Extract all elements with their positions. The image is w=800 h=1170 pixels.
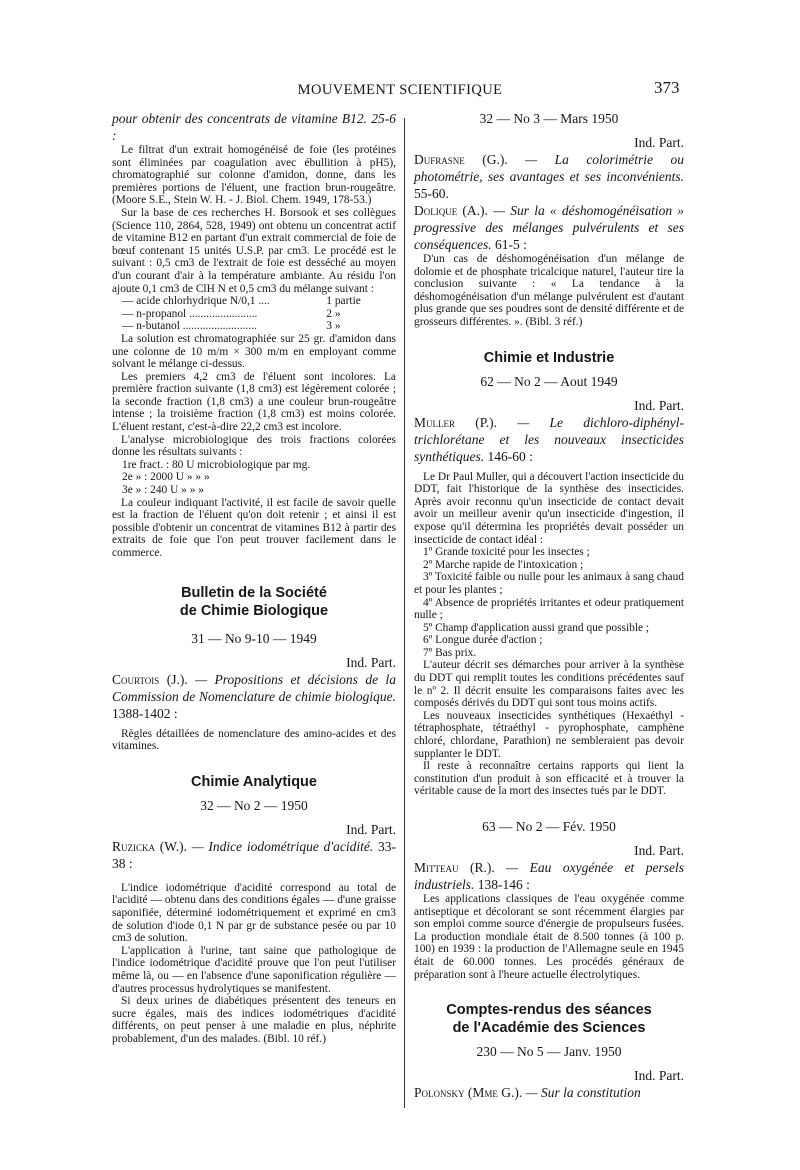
list-item: 4º Absence de propriétés irritantes et odeur pratiquement nulle ; — [414, 596, 684, 622]
paragraph: Règles détaillées de nomenclature des amino-acides et des vitamines. — [112, 727, 396, 753]
paragraph: Il reste à reconnaître certains rapports qui lient la constitution d'un produit à son efficacité et à trouver la véritable cause de la mort des insectes tués par le DDT. — [414, 760, 684, 798]
list-item: 7º Bas prix. — [423, 646, 477, 659]
left-column — [112, 110, 396, 1046]
list-item: 1º Grande toxicité pour les insectes ; — [423, 546, 590, 559]
article-title: — Eau oxygénée et persels industriels. — [414, 860, 684, 892]
article-title: — La colorimétrie ou photométrie, ses avantages et ses inconvénients. — [414, 152, 685, 184]
index-label: Ind. Part. — [346, 821, 396, 837]
author: Polonsky (Mme G.). — [414, 1085, 523, 1101]
article-entry — [414, 1084, 684, 1101]
article-pages: 33-38 : — [112, 838, 397, 871]
article-title-continued: pour obtenir des concentrats de vitamine B12. 25-6 : — [112, 111, 396, 143]
paragraph: Les nouveaux insecticides synthétiques (Hexaéthyl - tétraphosphate, tétraéthyl - pyrophosphate, camphène chloré, chlordane, Parathion) ne sembleraient pas devoir supplanter le DDT. — [414, 709, 684, 760]
list-item: — n-propanol ........................ 2 » — [122, 307, 341, 320]
article-pages: 61-5 : — [491, 237, 527, 252]
issue-line: 32 — No 3 — Mars 1950 — [479, 111, 619, 126]
article-entry — [414, 151, 684, 202]
issue-line: 230 — No 5 — Janv. 1950 — [476, 1044, 622, 1060]
list-item: 5º Champ d'application aussi grand que possible ; — [423, 621, 650, 634]
paragraph: Le Dr Paul Muller, qui a découvert l'action insecticide du DDT, fait l'historique de la synthèse des insecticides. Après avoir reconnu qu'un insecticide de contact devait avoir un meilleur avenir qu'un insecticide d'ingestion, il expose qu'il détermina les propriétés devait posséder un insecticide de contact idéal : — [414, 470, 684, 546]
list-item: 3e » : 240 U » » » — [122, 484, 204, 497]
list-item: 2º Marche rapide de l'intoxication ; — [423, 558, 584, 571]
article-entry — [414, 414, 684, 465]
list-item: — acide chlorhydrique N/0,1 .... 1 partie — [122, 295, 361, 308]
fraction-results — [112, 459, 396, 497]
article-title: — Sur la « déshomogénéisation » progressive des mélanges pulvérulents et ses conséquences. — [414, 203, 684, 252]
solvent-mixture-list — [112, 295, 396, 333]
journal-heading: Chimie Analytique — [191, 773, 317, 790]
article-title: — Indice iodométrique d'acidité. — [186, 838, 374, 854]
article-title: — Sur la constitution — [522, 1085, 641, 1101]
paragraph: La solution est chromatographiée sur 25 gr. d'amidon dans une colonne de 10 m/m × 300 m/m en employant comme solvant le mélange ci-dessus. — [112, 332, 396, 371]
list-item: 6º Longue durée d'action ; — [423, 634, 543, 647]
paragraph: L'analyse microbiologique des trois fractions colorées donne les résultats suivants : — [112, 433, 396, 459]
paragraph: L'auteur décrit ses démarches pour arriver à la synthèse du DDT qui remplit toutes les conditions précédentes sauf le nº 2. Il décrit ensuite les comparaisons faites avec les composés dérivés du DDT qui sont tous moins actifs. — [414, 659, 684, 710]
journal-heading: de Chimie Biologique — [179, 602, 329, 619]
author: Mitteau (R.). — [414, 860, 495, 875]
author: Muller (P.). — [414, 414, 498, 430]
article-entry — [414, 859, 684, 893]
list-item: 2e » : 2000 U » » » — [122, 471, 210, 484]
journal-heading: Chimie et Industrie — [483, 349, 615, 366]
paragraph: D'un cas de déshomogénéisation d'un mélange de dolomie et de phosphate tricalcique naturel, l'auteur tire la conclusion suivante : « La tendance à la déshomogénéisation d'un mélange pulvérulent est d'autant plus grande que ses poudres sont de densité différente et de grosseurs différentes. ». (Bibl. 3 réf.) — [414, 253, 684, 328]
list-item: 1re fract. : 80 U microbiologique par mg. — [122, 458, 311, 471]
author: Courtois (J.). — [112, 671, 188, 687]
author: Dolique (A.). — [414, 203, 488, 218]
column-divider — [404, 118, 405, 1108]
journal-heading: Bulletin de la Société — [181, 584, 327, 601]
author: Dufrasne (G.). — [414, 152, 508, 167]
article-entry — [414, 202, 684, 253]
article-pages: 1388-1402 : — [112, 705, 178, 721]
index-label: Ind. Part. — [634, 1068, 684, 1084]
issue-line: 63 — No 2 — Fév. 1950 — [482, 819, 616, 834]
article-pages: 138-146 : — [474, 877, 530, 892]
paragraph: Les premiers 4,2 cm3 de l'éluent sont incolores. La première fraction suivante (1,8 cm3) est légèrement colorée ; la seconde fraction (1,8 cm3) a une couleur brun-rougeâtre intense ; la troisième fraction (1,8 cm3) est moins colorée. L'éluent restant, c'est-à-dire 22,2 cm3 est incolore. — [112, 370, 396, 434]
issue-line: 32 — No 2 — 1950 — [200, 797, 308, 813]
author: Ruzicka (W.). — [112, 838, 187, 854]
paragraph: Les applications classiques de l'eau oxygénée comme antiseptique et décolorant se sont récemment élargies par son emploi comme source d'énergie de propulseurs fusées. La production mondiale était de 8.500 tonnes (à 100 p. 100) en 1939 : la production de l'Allemagne seule en 1945 était de 60.000 tonnes. Les procédés généraux de préparation sont à l'heure actuelle électrolytiques. — [414, 893, 684, 981]
paragraph: Le filtrat d'un extrait homogénéisé de foie (les protéines sont éliminées par coagulation avec ébullition à pH5), chromatographié sur colonne d'amidon, donne, dans les premières portions de l'éluent, une fraction brun-rougeâtre. (Moore S.E., Stein W. H. - J. Biol. Chem. 1949, 178-53.) — [112, 144, 396, 207]
index-label: Ind. Part. — [346, 654, 396, 670]
page-number: 373 — [654, 78, 680, 97]
article-entry — [112, 671, 396, 722]
paragraph: La couleur indiquant l'activité, il est facile de savoir quelle est la fraction de l'éluent qu'on doit retenir ; et ainsi il est possible d'obtenir un concentrat de vitamines B12 à partir des extraits de foie que l'on peut trouver facilement dans le commerce. — [112, 496, 396, 559]
journal-heading: de l'Académie des Sciences — [452, 1020, 646, 1037]
article-title: — Propositions et décisions de la Commission de Nomenclature de chimie biologique. — [112, 671, 396, 704]
paragraph: L'application à l'urine, tant saine que pathologique de l'indice iodométrique d'acidité prouve que l'on peut l'utiliser même là, ou — en l'absence d'une saponification régulière — d'autres processus hydrolytiques se manifestent. — [112, 944, 396, 995]
index-label: Ind. Part. — [634, 843, 684, 858]
journal-heading: Comptes-rendus des séances — [446, 1002, 652, 1019]
article-pages: 55-60. — [414, 186, 449, 201]
paragraph: Sur la base de ces recherches H. Borsook et ses collègues (Science 110, 2864, 528, 1949) ont obtenu un concentrat actif de vitamine B12 en partant d'un extrait commercial de foie de bœuf contenant 15 unités U.S.P. par cm3. Le procédé est le suivant : 0,5 cm3 de l'extrait de foie est desséché au moyen d'un courant d'air à la température ambiante. Au résidu l'on ajoute 0,1 cm3 de ClH N et 0,5 cm3 du mélange suivant : — [112, 206, 396, 295]
right-column — [414, 110, 684, 1101]
issue-line: 62 — No 2 — Aout 1949 — [480, 373, 618, 389]
paragraph: Si deux urines de diabétiques présentent des teneurs en sucre égales, mais des indices iodométriques d'acidité différents, on peut penser à une maladie en plus, néphrite probablement, d'un des malades. (Bibl. 10 réf.) — [112, 995, 396, 1045]
properties-list — [414, 546, 684, 659]
index-label: Ind. Part. — [634, 135, 684, 150]
index-label: Ind. Part. — [634, 397, 684, 413]
article-entry — [112, 838, 396, 872]
issue-line: 31 — No 9-10 — 1949 — [191, 630, 317, 646]
running-title: MOUVEMENT SCIENTIFIQUE — [297, 82, 503, 98]
paragraph: L'indice iodométrique d'acidité correspond au total de l'acidité — obtenu dans des conditions égales — d'une graisse saponifiée, déterminé iodométriquement et exprimé en cm3 de solution d'iode 0,1 N par gr de substance pesée ou par 10 cm3 de solution. — [112, 881, 396, 945]
article-title: — Le dichloro-diphényl-trichlorétane et les nouveaux insecticides synthétiques. — [414, 414, 684, 464]
article-pages: 146-60 : — [484, 448, 533, 464]
list-item: 3º Toxicité faible ou nulle pour les animaux à sang chaud et pour les plantes ; — [414, 571, 684, 596]
list-item: — n-butanol .......................... 3 » — [122, 320, 341, 333]
